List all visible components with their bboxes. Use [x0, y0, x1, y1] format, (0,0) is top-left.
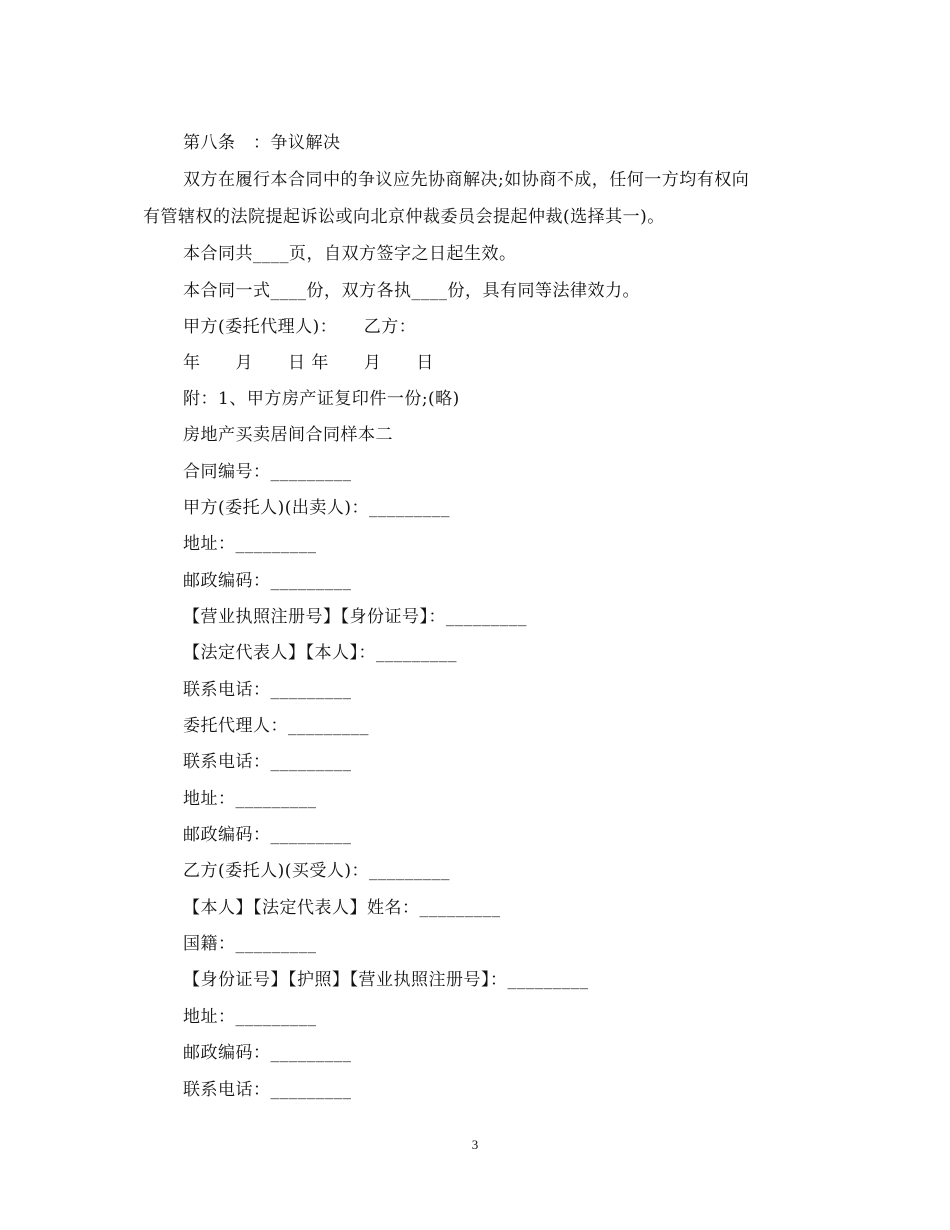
form-field: 【法定代表人】【本人】：_________ — [183, 643, 457, 663]
form-field: 联系电话：_________ — [183, 1080, 352, 1100]
form-field: 联系电话：_________ — [183, 752, 352, 772]
form-field: 乙方(委托人)(买受人)：_________ — [183, 861, 451, 881]
form-field: 联系电话：_________ — [183, 680, 352, 700]
form-field: 合同编号：_________ — [183, 462, 352, 482]
page-number: 3 — [471, 1137, 479, 1152]
sample-title: 房地产买卖居间合同样本二 — [183, 425, 393, 445]
form-field: 委托代理人：_________ — [183, 716, 369, 736]
paragraph-line: 双方在履行本合同中的争议应先协商解决;如协商不成，任何一方均有权向 — [183, 170, 750, 190]
attachment-line: 附：1、甲方房产证复印件一份;(略) — [183, 389, 460, 409]
pages-clause: 本合同共____页，自双方签字之日起生效。 — [183, 244, 517, 264]
form-field: 甲方(委托人)(出卖人)：_________ — [183, 498, 451, 518]
form-field: 【本人】【法定代表人】姓名：_________ — [183, 898, 501, 918]
form-field: 【营业执照注册号】【身份证号】：_________ — [183, 607, 527, 627]
date-line: 年 月 日 年 月 日 — [183, 353, 434, 373]
signature-line: 甲方(委托代理人)： 乙方： — [183, 317, 417, 337]
paragraph-line: 有管辖权的法院提起诉讼或向北京仲裁委员会提起仲裁(选择其一)。 — [143, 207, 665, 227]
copies-clause: 本合同一式____份，双方各执____份，具有同等法律效力。 — [183, 281, 640, 301]
form-field: 地址：_________ — [183, 1007, 317, 1027]
form-field: 地址：_________ — [183, 534, 317, 554]
form-field: 地址：_________ — [183, 789, 317, 809]
form-field: 邮政编码：_________ — [183, 825, 352, 845]
form-field: 国籍：_________ — [183, 934, 317, 954]
form-field: 邮政编码：_________ — [183, 1043, 352, 1063]
form-field: 【身份证号】【护照】【营业执照注册号】：_________ — [183, 970, 589, 990]
article-heading: 第八条 ：争议解决 — [183, 133, 341, 153]
form-field: 邮政编码：_________ — [183, 571, 352, 591]
